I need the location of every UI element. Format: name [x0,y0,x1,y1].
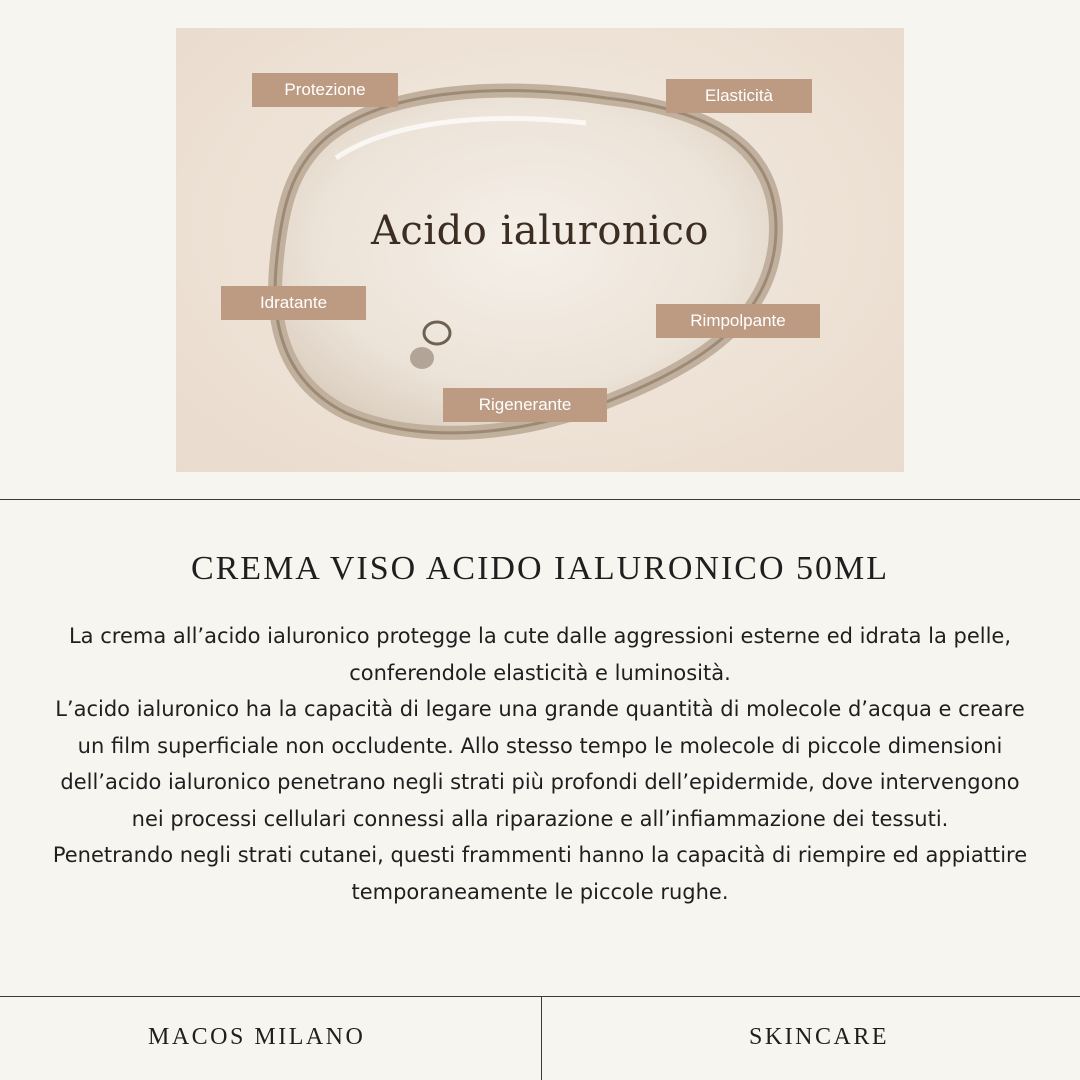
divider-top [0,499,1080,500]
divider-bottom [0,996,1080,997]
tag-rigenerante: Rigenerante [443,388,607,422]
hero-title: Acido ialuronico [371,208,709,254]
footer-brand: MACOS MILANO [148,1024,366,1050]
hero-image [176,28,904,472]
product-description [50,618,1030,910]
tag-idratante: Idratante [221,286,366,320]
footer-divider [541,997,542,1080]
tag-elasticita: Elasticità [666,79,812,113]
description-paragraph: L’acido ialuronico ha la capacità di legare una grande quantità di molecole d’acqua e creare un film superficiale non occludente. Allo stesso tempo le molecole di piccole dimensioni dell’acido ialuronico penetrano negli strati più profondi dell’epidermide, dove intervengono nei processi cellulari connessi alla riparazione e all’infiammazione dei tessuti. [55,697,1025,831]
description-paragraph: Penetrando negli strati cutanei, questi frammenti hanno la capacità di riempire ed appiattire temporaneamente le piccole rughe. [52,843,1028,904]
footer-category: SKINCARE [749,1024,890,1050]
description-paragraph: La crema all’acido ialuronico protegge la cute dalle aggressioni esterne ed idrata la pelle, conferendole elasticità e luminosità. [68,624,1012,685]
tag-rimpolpante: Rimpolpante [656,304,820,338]
tag-protezione: Protezione [252,73,398,107]
product-title: CREMA VISO ACIDO IALURONICO 50ML [190,550,890,587]
